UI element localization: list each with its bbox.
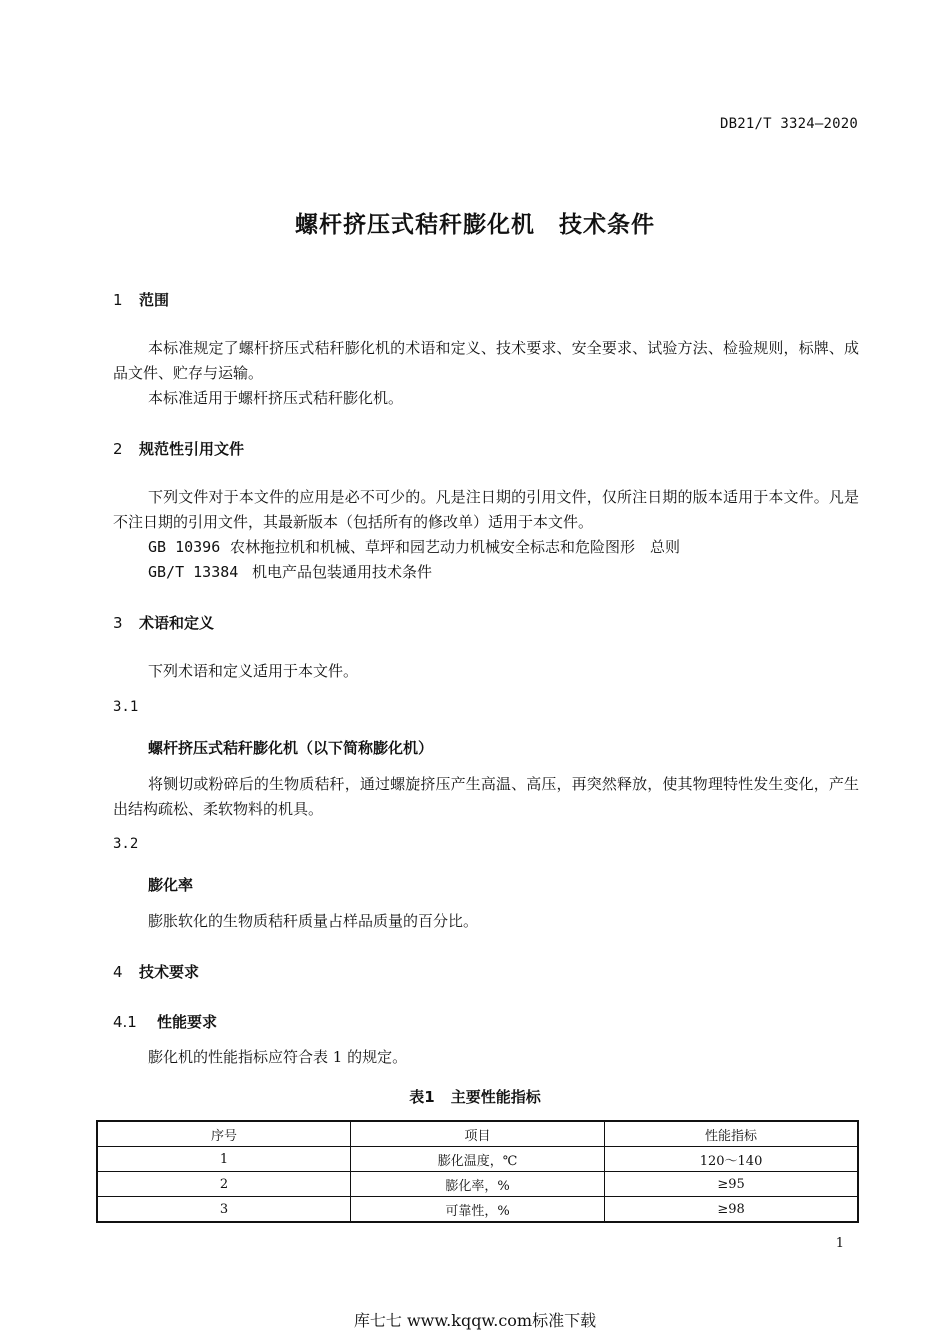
term-3-2-name: 膨化率 [148, 876, 194, 894]
term-3-2-definition: 膨胀软化的生物质秸秆质量占样品质量的百分比。 [148, 912, 479, 930]
section-3-paragraph-1: 下列术语和定义适用于本文件。 [148, 662, 359, 680]
table-number: 表1 [409, 1088, 435, 1106]
table-caption [0, 1086, 950, 1107]
table-cell: ≥95 [605, 1172, 858, 1197]
performance-table [96, 1120, 859, 1223]
table-cell: 2 [97, 1172, 350, 1197]
table-cell: 可靠性，% [350, 1197, 604, 1223]
section-4-heading [113, 961, 199, 982]
section-number: 3 [113, 614, 123, 632]
table-header-row [97, 1121, 858, 1147]
subsection-4-1-paragraph: 膨化机的性能指标应符合表 1 的规定。 [148, 1048, 408, 1066]
subsection-title: 性能要求 [157, 1013, 218, 1031]
page-number: 1 [835, 1236, 844, 1251]
reference-code: GB 10396 [148, 538, 221, 556]
section-title: 范围 [139, 291, 170, 309]
table-cell: 膨化率，% [350, 1172, 604, 1197]
normative-reference [148, 536, 680, 557]
normative-reference [148, 561, 432, 582]
term-3-1-definition: 将铡切或粉碎后的生物质秸秆，通过螺旋挤压产生高温、高压，再突然释放，使其物理特性发生变化，产生出结构疏松、柔软物料的机具。 [113, 775, 859, 818]
table-row [97, 1147, 858, 1172]
column-header: 项目 [350, 1121, 604, 1147]
document-number: DB21/T 3324—2020 [719, 116, 858, 132]
table-title: 主要性能指标 [450, 1088, 541, 1106]
footer-watermark-text: 库七七 www.kqqw.com标准下载 [353, 1311, 597, 1330]
subsection-4-1-heading [113, 1011, 217, 1032]
table-cell: 120～140 [605, 1147, 858, 1172]
reference-title: 农林拖拉机和机械、草坪和园艺动力机械安全标志和危险图形 总则 [230, 538, 681, 556]
subsection-number: 4.1 [113, 1013, 137, 1031]
term-3-1-name: 螺杆挤压式秸秆膨化机（以下简称膨化机） [148, 739, 434, 757]
table-cell: 1 [97, 1147, 350, 1172]
term-3-2-number: 3.2 [113, 836, 139, 852]
section-number: 2 [113, 440, 123, 458]
section-1-heading [113, 289, 169, 310]
term-3-1-number: 3.1 [113, 699, 139, 715]
table-row [97, 1172, 858, 1197]
table-row [97, 1197, 858, 1223]
section-2-heading [113, 438, 244, 459]
section-title: 技术要求 [139, 963, 200, 981]
reference-title: 机电产品包装通用技术条件 [252, 563, 433, 581]
column-header: 性能指标 [605, 1121, 858, 1147]
section-1-paragraph-1: 本标准规定了螺杆挤压式秸秆膨化机的术语和定义、技术要求、安全要求、试验方法、检验规则，标牌、成品文件、贮存与运输。 [113, 339, 859, 382]
table-cell: 膨化温度，℃ [350, 1147, 604, 1172]
section-1-paragraph-2: 本标准适用于螺杆挤压式秸秆膨化机。 [148, 389, 404, 407]
table-cell: 3 [97, 1197, 350, 1223]
column-header: 序号 [97, 1121, 350, 1147]
reference-code: GB/T 13384 [148, 563, 239, 581]
document-title: 螺杆挤压式秸秆膨化机 技术条件 [295, 212, 655, 238]
section-3-heading [113, 612, 214, 633]
table-cell: ≥98 [605, 1197, 858, 1223]
section-number: 1 [113, 291, 123, 309]
section-title: 术语和定义 [139, 614, 215, 632]
section-title: 规范性引用文件 [139, 440, 245, 458]
section-number: 4 [113, 963, 123, 981]
section-2-paragraph-1: 下列文件对于本文件的应用是必不可少的。凡是注日期的引用文件，仅所注日期的版本适用于本文件。凡是不注日期的引用文件，其最新版本（包括所有的修改单）适用于本文件。 [113, 488, 859, 531]
